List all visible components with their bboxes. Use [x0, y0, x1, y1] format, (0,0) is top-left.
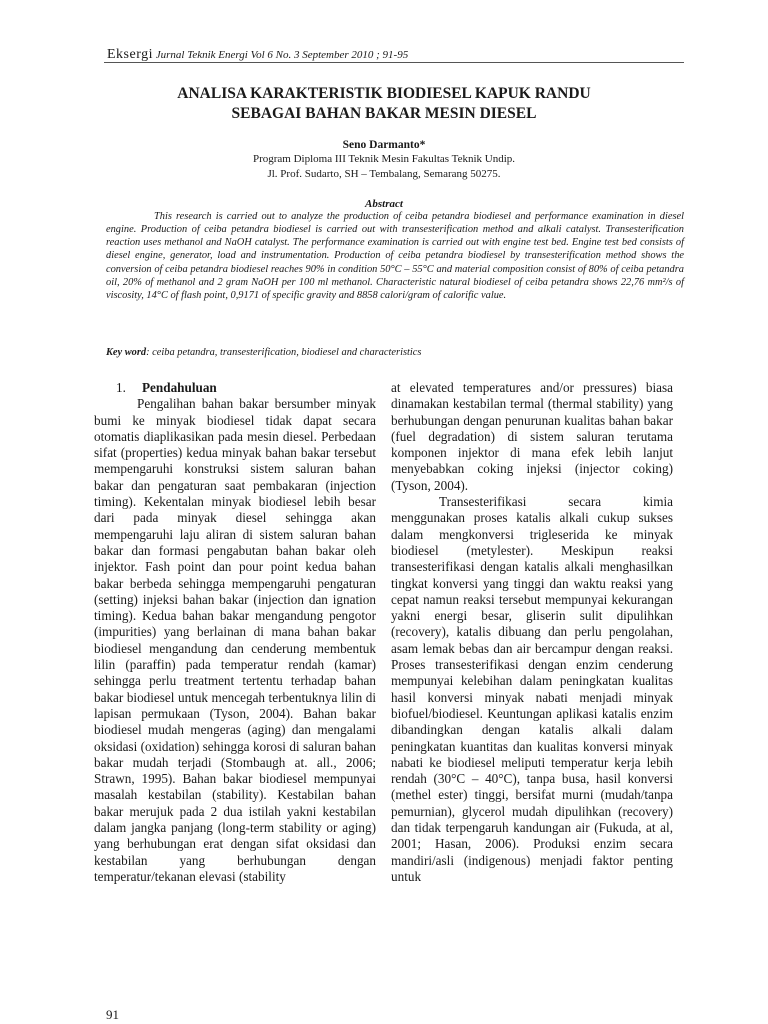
right-paragraph-2: Transesterifikasi secara kimia menggunakan proses katalis alkali cukup sukses dalam mengkonversi trigleserida ke minyak biodiesel (metylester). Meskipun reaksi transesterifikasi dengan katalis alkali menghasilkan tingkat konversi yang tinggi dan waktu reaksi yang cepat namun reaksi tersebut mempunyai kekurangan yakni energi besar, gliserin sulit dipulihkan (recovery), katalis dibuang dan perlu pengolahan, asam lemak bebas dan air bercampur dengan reaksi. Proses transesterifikasi dengan enzim cenderung mempunyai kelebihan dalam peningkatan kualitas hasil konversi minyak nabati menjadi minyak biofuel/biodiesel. Keuntungan aplikasi katalis enzim dibandingkan dengan katalis alkali dalam peningkatan kuantitas dan kualitas konversi minyak nabati ke biodiesel meliputi temperatur kerja lebih rendah (30°C – 40°C), tanpa busa, hasil konversi (methel ester) tinggi, bersifat murni (mudah/tanpa pemurnian), glycerol mudah dipulihkan (recovery) dan tidak terpengaruh kandungan air (Fukuda, at al, 2001; Hasan, 2006). Produksi enzim secara mandiri/asli (indigenous) menjadi faktor penting untuk: [391, 494, 673, 884]
abstract-text: This research is carried out to analyze the production of ceiba petandra biodiesel and performance examination in diesel engine. Production of ceiba petandra biodiesel is carried out with transesterification method and alkali catalyst. Transesterification reaction uses methanol and NaOH catalyst. The performance examination is carried out with engine test bed. Engine test bed consists of diesel engine, generator, load and instrumentation. Production of ceiba petandra biodiesel by transesterification method shows the conversion of ceiba petandra biodiesel reaches 90% in condition 50°C – 55°C and material composition consist of 80% of ceiba petandra oil, 20% of methanol and 2 gram NaOH per 100 ml methanol. Characteristic natural biodiesel of ceiba petandra shows 22,76 mm²/s of viscosity, 14°C of flash point, 0,9171 of specific gravity and 8858 calori/gram of calorific value.: [106, 211, 684, 301]
author-name: Seno Darmanto*: [342, 139, 426, 151]
keywords-label: Key word: [106, 347, 147, 358]
keywords-list: : ceiba petandra, transesterification, biodiesel and characteristics: [146, 347, 422, 358]
journal-citation: Jurnal Teknik Energi Vol 6 No. 3 September 2010 ; 91-95: [153, 49, 409, 61]
left-paragraph-1: Pengalihan bahan bakar bersumber minyak bumi ke minyak biodiesel tidak dapat secara otomatis diaplikasikan pada mesin diesel. Perbedaan sifat (properties) kedua minyak bahan bakar tersebut mempengaruhi konstruksi sistem saluran bahan bakar dan pengaturan saat pembakaran (injection timing). Kekentalan minyak biodiesel lebih besar dari pada minyak diesel sehingga akan mempengaruhi laju aliran di sistem saluran bahan bakar dan formasi pengabutan bahan bakar oleh injektor. Fash point dan pour point kedua bahan bakar berbeda sehingga mempengaruhi pengaturan (setting) injeksi bahan bakar (injection dan ignation timing). Kedua bahan bakar mengandung pengotor (impurities) yang berlainan di mana bahan bakar biodiesel mengandung dan cenderung membentuk lilin (paraffin) pada temperatur rendah (kamar) sehingga perlu treatment tertentu terhadap bahan bakar biodiesel untuk mencegah terbentuknya lilin di lapisan permukaan (Tyson, 2004). Bahan bakar biodiesel mudah mengeras (aging) dan mengalami oksidasi (oxidation) sehingga korosi di saluran bahan bakar mudah terjadi (Stombaugh at. all., 2006; Strawn, 1995). Bahan bakar biodiesel mempunyai masalah kestabilan (stability). Kestabilan bahan bakar merujuk pada 2 dua istilah yakni kestabilan dalam jangka panjang (long-term stability or aging) yang berhubungan erat dengan sifat oksidasi dan kestabilan yang berhubungan dengan temperatur/tekanan elevasi (stability: [94, 396, 376, 884]
author-affiliation: [0, 152, 768, 182]
right-paragraph-1: at elevated temperatures and/or pressures) biasa dinamakan kestabilan termal (thermal stability) yang berhubungan dengan penurunan kualitas bahan bakar (fuel degradation) di sistem saluran terutama komponen injektor di mana efek lebih lanjut menyebabkan coking injeksi (injector coking) (Tyson, 2004).: [391, 380, 673, 493]
section-number: 1.: [116, 380, 126, 395]
page-number: 91: [106, 1007, 119, 1022]
right-column: [391, 380, 673, 885]
affiliation-line-1: Program Diploma III Teknik Mesin Fakultas Teknik Undip.: [252, 153, 516, 165]
journal-header: [107, 47, 408, 63]
section-heading: [94, 380, 376, 396]
affiliation-line-2: Jl. Prof. Sudarto, SH – Tembalang, Semarang 50275.: [267, 168, 501, 180]
section-title: Pendahuluan: [142, 380, 217, 395]
journal-name-caps: Eksergi: [107, 47, 154, 62]
title-line-1: ANALISA KARAKTERISTIK BIODIESEL KAPUK RANDU: [177, 85, 591, 102]
paper-title: [100, 84, 668, 124]
abstract-heading: Abstract: [365, 198, 403, 210]
keywords: [106, 347, 684, 358]
header-rule: [104, 62, 684, 63]
left-column: [94, 380, 376, 885]
title-line-2: SEBAGAI BAHAN BAKAR MESIN DIESEL: [231, 105, 537, 122]
